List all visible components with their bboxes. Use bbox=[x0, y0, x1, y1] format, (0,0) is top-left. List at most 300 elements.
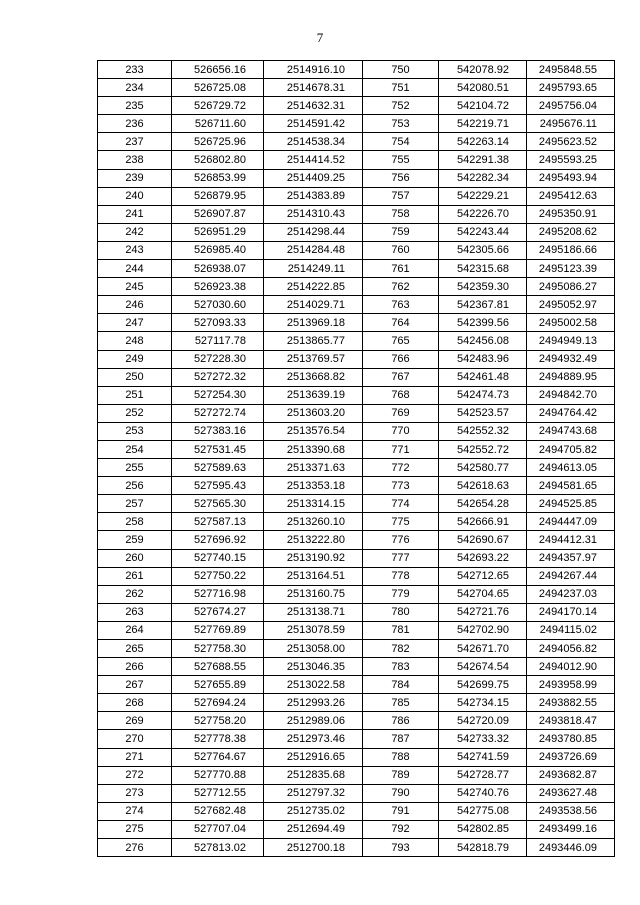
left-x-coordinate-cell: 526725.96 bbox=[172, 133, 264, 151]
left-x-coordinate-cell: 527770.88 bbox=[172, 766, 264, 784]
left-x-coordinate-cell: 527589.63 bbox=[172, 459, 264, 477]
left-point-number-cell: 267 bbox=[98, 676, 172, 694]
right-point-number-cell: 760 bbox=[363, 241, 439, 259]
left-point-number-cell: 240 bbox=[98, 187, 172, 205]
table-row bbox=[98, 513, 615, 531]
left-x-coordinate-cell: 527228.30 bbox=[172, 350, 264, 368]
right-point-number-cell: 768 bbox=[363, 386, 439, 404]
right-point-number-cell: 753 bbox=[363, 115, 439, 133]
right-y-coordinate-cell: 2493958.99 bbox=[527, 676, 615, 694]
right-x-coordinate-cell: 542580.77 bbox=[439, 459, 527, 477]
left-point-number-cell: 241 bbox=[98, 205, 172, 223]
left-point-number-cell: 276 bbox=[98, 839, 172, 857]
right-y-coordinate-cell: 2493446.09 bbox=[527, 839, 615, 857]
right-y-coordinate-cell: 2493538.56 bbox=[527, 802, 615, 820]
right-x-coordinate-cell: 542654.28 bbox=[439, 495, 527, 513]
table-row bbox=[98, 549, 615, 567]
left-y-coordinate-cell: 2513314.15 bbox=[264, 495, 363, 513]
right-point-number-cell: 788 bbox=[363, 748, 439, 766]
right-point-number-cell: 750 bbox=[363, 61, 439, 79]
right-y-coordinate-cell: 2495623.52 bbox=[527, 133, 615, 151]
right-x-coordinate-cell: 542699.75 bbox=[439, 676, 527, 694]
left-y-coordinate-cell: 2513603.20 bbox=[264, 404, 363, 422]
left-x-coordinate-cell: 527740.15 bbox=[172, 549, 264, 567]
left-point-number-cell: 255 bbox=[98, 459, 172, 477]
right-point-number-cell: 762 bbox=[363, 278, 439, 296]
right-x-coordinate-cell: 542671.70 bbox=[439, 640, 527, 658]
right-point-number-cell: 769 bbox=[363, 404, 439, 422]
left-y-coordinate-cell: 2512973.46 bbox=[264, 730, 363, 748]
right-y-coordinate-cell: 2494412.31 bbox=[527, 531, 615, 549]
right-y-coordinate-cell: 2495123.39 bbox=[527, 260, 615, 278]
right-x-coordinate-cell: 542104.72 bbox=[439, 97, 527, 115]
left-x-coordinate-cell: 527758.30 bbox=[172, 640, 264, 658]
right-x-coordinate-cell: 542226.70 bbox=[439, 205, 527, 223]
right-point-number-cell: 784 bbox=[363, 676, 439, 694]
table-row bbox=[98, 205, 615, 223]
right-x-coordinate-cell: 542359.30 bbox=[439, 278, 527, 296]
left-x-coordinate-cell: 527707.04 bbox=[172, 820, 264, 838]
left-y-coordinate-cell: 2514284.48 bbox=[264, 241, 363, 259]
left-y-coordinate-cell: 2514249.11 bbox=[264, 260, 363, 278]
left-point-number-cell: 249 bbox=[98, 350, 172, 368]
left-point-number-cell: 258 bbox=[98, 513, 172, 531]
left-point-number-cell: 257 bbox=[98, 495, 172, 513]
left-y-coordinate-cell: 2512735.02 bbox=[264, 802, 363, 820]
left-x-coordinate-cell: 527813.02 bbox=[172, 839, 264, 857]
right-x-coordinate-cell: 542741.59 bbox=[439, 748, 527, 766]
page-number: 7 bbox=[316, 30, 324, 45]
right-x-coordinate-cell: 542802.85 bbox=[439, 820, 527, 838]
left-x-coordinate-cell: 526907.87 bbox=[172, 205, 264, 223]
table-row bbox=[98, 278, 615, 296]
left-y-coordinate-cell: 2514591.42 bbox=[264, 115, 363, 133]
table-row bbox=[98, 260, 615, 278]
left-point-number-cell: 260 bbox=[98, 549, 172, 567]
table-row bbox=[98, 97, 615, 115]
right-y-coordinate-cell: 2493682.87 bbox=[527, 766, 615, 784]
right-x-coordinate-cell: 542456.08 bbox=[439, 332, 527, 350]
table-row bbox=[98, 658, 615, 676]
table-row bbox=[98, 187, 615, 205]
right-y-coordinate-cell: 2494581.65 bbox=[527, 477, 615, 495]
table-row bbox=[98, 694, 615, 712]
right-point-number-cell: 791 bbox=[363, 802, 439, 820]
right-y-coordinate-cell: 2494889.95 bbox=[527, 368, 615, 386]
left-x-coordinate-cell: 527778.38 bbox=[172, 730, 264, 748]
right-point-number-cell: 776 bbox=[363, 531, 439, 549]
table-row bbox=[98, 386, 615, 404]
right-x-coordinate-cell: 542219.71 bbox=[439, 115, 527, 133]
right-point-number-cell: 774 bbox=[363, 495, 439, 513]
left-x-coordinate-cell: 527750.22 bbox=[172, 567, 264, 585]
right-x-coordinate-cell: 542367.81 bbox=[439, 296, 527, 314]
right-point-number-cell: 751 bbox=[363, 79, 439, 97]
right-y-coordinate-cell: 2494267.44 bbox=[527, 567, 615, 585]
left-y-coordinate-cell: 2513969.18 bbox=[264, 314, 363, 332]
right-point-number-cell: 772 bbox=[363, 459, 439, 477]
right-x-coordinate-cell: 542483.96 bbox=[439, 350, 527, 368]
coordinates-table-body bbox=[98, 61, 615, 857]
left-y-coordinate-cell: 2514409.25 bbox=[264, 169, 363, 187]
right-y-coordinate-cell: 2494357.97 bbox=[527, 549, 615, 567]
left-point-number-cell: 274 bbox=[98, 802, 172, 820]
table-row bbox=[98, 839, 615, 857]
right-y-coordinate-cell: 2495793.65 bbox=[527, 79, 615, 97]
right-y-coordinate-cell: 2494613.05 bbox=[527, 459, 615, 477]
right-y-coordinate-cell: 2494525.85 bbox=[527, 495, 615, 513]
right-x-coordinate-cell: 542690.67 bbox=[439, 531, 527, 549]
right-point-number-cell: 782 bbox=[363, 640, 439, 658]
left-y-coordinate-cell: 2514383.89 bbox=[264, 187, 363, 205]
right-x-coordinate-cell: 542315.68 bbox=[439, 260, 527, 278]
left-y-coordinate-cell: 2512700.18 bbox=[264, 839, 363, 857]
left-y-coordinate-cell: 2513138.71 bbox=[264, 603, 363, 621]
left-x-coordinate-cell: 526985.40 bbox=[172, 241, 264, 259]
left-y-coordinate-cell: 2513164.51 bbox=[264, 567, 363, 585]
left-x-coordinate-cell: 527383.16 bbox=[172, 422, 264, 440]
right-point-number-cell: 767 bbox=[363, 368, 439, 386]
right-y-coordinate-cell: 2494115.02 bbox=[527, 621, 615, 639]
table-row bbox=[98, 440, 615, 458]
left-point-number-cell: 245 bbox=[98, 278, 172, 296]
coordinates-table bbox=[97, 60, 615, 857]
right-point-number-cell: 759 bbox=[363, 223, 439, 241]
right-x-coordinate-cell: 542712.65 bbox=[439, 567, 527, 585]
right-x-coordinate-cell: 542399.56 bbox=[439, 314, 527, 332]
right-y-coordinate-cell: 2494842.70 bbox=[527, 386, 615, 404]
left-x-coordinate-cell: 527093.33 bbox=[172, 314, 264, 332]
table-row bbox=[98, 296, 615, 314]
right-y-coordinate-cell: 2495756.04 bbox=[527, 97, 615, 115]
right-x-coordinate-cell: 542078.92 bbox=[439, 61, 527, 79]
left-y-coordinate-cell: 2514538.34 bbox=[264, 133, 363, 151]
left-point-number-cell: 244 bbox=[98, 260, 172, 278]
left-x-coordinate-cell: 527655.89 bbox=[172, 676, 264, 694]
right-x-coordinate-cell: 542734.15 bbox=[439, 694, 527, 712]
right-x-coordinate-cell: 542523.57 bbox=[439, 404, 527, 422]
left-y-coordinate-cell: 2514916.10 bbox=[264, 61, 363, 79]
right-x-coordinate-cell: 542474.73 bbox=[439, 386, 527, 404]
table-row bbox=[98, 115, 615, 133]
left-x-coordinate-cell: 527696.92 bbox=[172, 531, 264, 549]
table-row bbox=[98, 766, 615, 784]
left-point-number-cell: 248 bbox=[98, 332, 172, 350]
right-y-coordinate-cell: 2494237.03 bbox=[527, 585, 615, 603]
left-y-coordinate-cell: 2513058.00 bbox=[264, 640, 363, 658]
left-y-coordinate-cell: 2514632.31 bbox=[264, 97, 363, 115]
table-row bbox=[98, 730, 615, 748]
right-y-coordinate-cell: 2493882.55 bbox=[527, 694, 615, 712]
right-x-coordinate-cell: 542818.79 bbox=[439, 839, 527, 857]
left-y-coordinate-cell: 2513668.82 bbox=[264, 368, 363, 386]
right-point-number-cell: 765 bbox=[363, 332, 439, 350]
left-x-coordinate-cell: 526951.29 bbox=[172, 223, 264, 241]
left-y-coordinate-cell: 2513160.75 bbox=[264, 585, 363, 603]
left-point-number-cell: 243 bbox=[98, 241, 172, 259]
left-y-coordinate-cell: 2514678.31 bbox=[264, 79, 363, 97]
table-row bbox=[98, 531, 615, 549]
right-x-coordinate-cell: 542263.14 bbox=[439, 133, 527, 151]
right-point-number-cell: 766 bbox=[363, 350, 439, 368]
left-x-coordinate-cell: 527565.30 bbox=[172, 495, 264, 513]
left-point-number-cell: 263 bbox=[98, 603, 172, 621]
right-point-number-cell: 780 bbox=[363, 603, 439, 621]
table-row bbox=[98, 567, 615, 585]
table-row bbox=[98, 223, 615, 241]
right-point-number-cell: 773 bbox=[363, 477, 439, 495]
right-y-coordinate-cell: 2494705.82 bbox=[527, 440, 615, 458]
left-x-coordinate-cell: 527694.24 bbox=[172, 694, 264, 712]
right-x-coordinate-cell: 542666.91 bbox=[439, 513, 527, 531]
left-y-coordinate-cell: 2513371.63 bbox=[264, 459, 363, 477]
right-y-coordinate-cell: 2493627.48 bbox=[527, 784, 615, 802]
right-point-number-cell: 792 bbox=[363, 820, 439, 838]
right-x-coordinate-cell: 542243.44 bbox=[439, 223, 527, 241]
left-x-coordinate-cell: 527272.32 bbox=[172, 368, 264, 386]
left-x-coordinate-cell: 527587.13 bbox=[172, 513, 264, 531]
left-y-coordinate-cell: 2513046.35 bbox=[264, 658, 363, 676]
left-x-coordinate-cell: 526725.08 bbox=[172, 79, 264, 97]
left-y-coordinate-cell: 2513353.18 bbox=[264, 477, 363, 495]
table-row bbox=[98, 459, 615, 477]
left-y-coordinate-cell: 2512993.26 bbox=[264, 694, 363, 712]
left-x-coordinate-cell: 527758.20 bbox=[172, 712, 264, 730]
table-row bbox=[98, 314, 615, 332]
left-point-number-cell: 242 bbox=[98, 223, 172, 241]
right-y-coordinate-cell: 2493726.69 bbox=[527, 748, 615, 766]
left-point-number-cell: 265 bbox=[98, 640, 172, 658]
right-point-number-cell: 754 bbox=[363, 133, 439, 151]
table-row bbox=[98, 495, 615, 513]
right-y-coordinate-cell: 2493818.47 bbox=[527, 712, 615, 730]
table-row bbox=[98, 585, 615, 603]
left-y-coordinate-cell: 2514029.71 bbox=[264, 296, 363, 314]
left-point-number-cell: 251 bbox=[98, 386, 172, 404]
table-row bbox=[98, 621, 615, 639]
right-y-coordinate-cell: 2495493.94 bbox=[527, 169, 615, 187]
left-x-coordinate-cell: 526656.16 bbox=[172, 61, 264, 79]
left-point-number-cell: 253 bbox=[98, 422, 172, 440]
right-y-coordinate-cell: 2494012.90 bbox=[527, 658, 615, 676]
left-point-number-cell: 272 bbox=[98, 766, 172, 784]
right-y-coordinate-cell: 2493780.85 bbox=[527, 730, 615, 748]
right-x-coordinate-cell: 542775.08 bbox=[439, 802, 527, 820]
left-y-coordinate-cell: 2513576.54 bbox=[264, 422, 363, 440]
right-point-number-cell: 764 bbox=[363, 314, 439, 332]
right-point-number-cell: 757 bbox=[363, 187, 439, 205]
right-y-coordinate-cell: 2494447.09 bbox=[527, 513, 615, 531]
right-point-number-cell: 778 bbox=[363, 567, 439, 585]
right-x-coordinate-cell: 542702.90 bbox=[439, 621, 527, 639]
right-point-number-cell: 785 bbox=[363, 694, 439, 712]
left-point-number-cell: 250 bbox=[98, 368, 172, 386]
right-x-coordinate-cell: 542229.21 bbox=[439, 187, 527, 205]
right-point-number-cell: 775 bbox=[363, 513, 439, 531]
left-y-coordinate-cell: 2513865.77 bbox=[264, 332, 363, 350]
right-x-coordinate-cell: 542282.34 bbox=[439, 169, 527, 187]
left-y-coordinate-cell: 2513078.59 bbox=[264, 621, 363, 639]
right-y-coordinate-cell: 2495086.27 bbox=[527, 278, 615, 296]
table-row bbox=[98, 61, 615, 79]
right-point-number-cell: 761 bbox=[363, 260, 439, 278]
right-y-coordinate-cell: 2495052.97 bbox=[527, 296, 615, 314]
table-row bbox=[98, 603, 615, 621]
table-row bbox=[98, 404, 615, 422]
right-y-coordinate-cell: 2495412.63 bbox=[527, 187, 615, 205]
table-row bbox=[98, 712, 615, 730]
left-x-coordinate-cell: 526923.38 bbox=[172, 278, 264, 296]
left-y-coordinate-cell: 2512916.65 bbox=[264, 748, 363, 766]
left-x-coordinate-cell: 526853.99 bbox=[172, 169, 264, 187]
right-point-number-cell: 752 bbox=[363, 97, 439, 115]
left-x-coordinate-cell: 527688.55 bbox=[172, 658, 264, 676]
right-y-coordinate-cell: 2495208.62 bbox=[527, 223, 615, 241]
left-x-coordinate-cell: 527769.89 bbox=[172, 621, 264, 639]
table-row bbox=[98, 820, 615, 838]
left-x-coordinate-cell: 527682.48 bbox=[172, 802, 264, 820]
table-row bbox=[98, 133, 615, 151]
table-row bbox=[98, 802, 615, 820]
table-row bbox=[98, 79, 615, 97]
left-y-coordinate-cell: 2512835.68 bbox=[264, 766, 363, 784]
table-row bbox=[98, 784, 615, 802]
left-point-number-cell: 259 bbox=[98, 531, 172, 549]
right-x-coordinate-cell: 542305.66 bbox=[439, 241, 527, 259]
right-x-coordinate-cell: 542461.48 bbox=[439, 368, 527, 386]
right-y-coordinate-cell: 2494170.14 bbox=[527, 603, 615, 621]
left-point-number-cell: 261 bbox=[98, 567, 172, 585]
right-x-coordinate-cell: 542552.32 bbox=[439, 422, 527, 440]
right-y-coordinate-cell: 2495002.58 bbox=[527, 314, 615, 332]
right-point-number-cell: 786 bbox=[363, 712, 439, 730]
right-point-number-cell: 781 bbox=[363, 621, 439, 639]
right-point-number-cell: 770 bbox=[363, 422, 439, 440]
right-y-coordinate-cell: 2494932.49 bbox=[527, 350, 615, 368]
left-x-coordinate-cell: 526802.80 bbox=[172, 151, 264, 169]
left-y-coordinate-cell: 2514222.85 bbox=[264, 278, 363, 296]
left-point-number-cell: 271 bbox=[98, 748, 172, 766]
right-y-coordinate-cell: 2494764.42 bbox=[527, 404, 615, 422]
right-x-coordinate-cell: 542728.77 bbox=[439, 766, 527, 784]
left-point-number-cell: 273 bbox=[98, 784, 172, 802]
table-row bbox=[98, 477, 615, 495]
table-row bbox=[98, 368, 615, 386]
right-point-number-cell: 789 bbox=[363, 766, 439, 784]
right-point-number-cell: 763 bbox=[363, 296, 439, 314]
right-x-coordinate-cell: 542080.51 bbox=[439, 79, 527, 97]
right-y-coordinate-cell: 2494743.68 bbox=[527, 422, 615, 440]
right-y-coordinate-cell: 2495848.55 bbox=[527, 61, 615, 79]
left-x-coordinate-cell: 527595.43 bbox=[172, 477, 264, 495]
left-point-number-cell: 254 bbox=[98, 440, 172, 458]
left-x-coordinate-cell: 527764.67 bbox=[172, 748, 264, 766]
left-y-coordinate-cell: 2512989.06 bbox=[264, 712, 363, 730]
left-point-number-cell: 256 bbox=[98, 477, 172, 495]
left-point-number-cell: 252 bbox=[98, 404, 172, 422]
right-point-number-cell: 783 bbox=[363, 658, 439, 676]
left-x-coordinate-cell: 527030.60 bbox=[172, 296, 264, 314]
right-x-coordinate-cell: 542693.22 bbox=[439, 549, 527, 567]
left-x-coordinate-cell: 526938.07 bbox=[172, 260, 264, 278]
right-point-number-cell: 790 bbox=[363, 784, 439, 802]
left-point-number-cell: 269 bbox=[98, 712, 172, 730]
right-x-coordinate-cell: 542704.65 bbox=[439, 585, 527, 603]
left-point-number-cell: 270 bbox=[98, 730, 172, 748]
left-point-number-cell: 233 bbox=[98, 61, 172, 79]
table-row bbox=[98, 640, 615, 658]
right-y-coordinate-cell: 2495593.25 bbox=[527, 151, 615, 169]
left-x-coordinate-cell: 527716.98 bbox=[172, 585, 264, 603]
table-row bbox=[98, 748, 615, 766]
left-point-number-cell: 235 bbox=[98, 97, 172, 115]
left-point-number-cell: 239 bbox=[98, 169, 172, 187]
right-point-number-cell: 771 bbox=[363, 440, 439, 458]
left-x-coordinate-cell: 527272.74 bbox=[172, 404, 264, 422]
right-x-coordinate-cell: 542720.09 bbox=[439, 712, 527, 730]
left-x-coordinate-cell: 527674.27 bbox=[172, 603, 264, 621]
left-x-coordinate-cell: 527531.45 bbox=[172, 440, 264, 458]
left-x-coordinate-cell: 526879.95 bbox=[172, 187, 264, 205]
left-y-coordinate-cell: 2513639.19 bbox=[264, 386, 363, 404]
table-row bbox=[98, 422, 615, 440]
table-row bbox=[98, 350, 615, 368]
right-point-number-cell: 777 bbox=[363, 549, 439, 567]
left-y-coordinate-cell: 2513022.58 bbox=[264, 676, 363, 694]
right-y-coordinate-cell: 2495186.66 bbox=[527, 241, 615, 259]
right-point-number-cell: 793 bbox=[363, 839, 439, 857]
left-y-coordinate-cell: 2513222.80 bbox=[264, 531, 363, 549]
right-x-coordinate-cell: 542552.72 bbox=[439, 440, 527, 458]
right-x-coordinate-cell: 542740.76 bbox=[439, 784, 527, 802]
left-point-number-cell: 262 bbox=[98, 585, 172, 603]
right-x-coordinate-cell: 542618.63 bbox=[439, 477, 527, 495]
left-y-coordinate-cell: 2512797.32 bbox=[264, 784, 363, 802]
left-point-number-cell: 264 bbox=[98, 621, 172, 639]
left-y-coordinate-cell: 2514310.43 bbox=[264, 205, 363, 223]
left-point-number-cell: 246 bbox=[98, 296, 172, 314]
left-x-coordinate-cell: 527117.78 bbox=[172, 332, 264, 350]
right-y-coordinate-cell: 2495676.11 bbox=[527, 115, 615, 133]
left-point-number-cell: 234 bbox=[98, 79, 172, 97]
table-row bbox=[98, 332, 615, 350]
right-x-coordinate-cell: 542291.38 bbox=[439, 151, 527, 169]
left-point-number-cell: 236 bbox=[98, 115, 172, 133]
table-row bbox=[98, 241, 615, 259]
left-y-coordinate-cell: 2512694.49 bbox=[264, 820, 363, 838]
right-point-number-cell: 779 bbox=[363, 585, 439, 603]
right-point-number-cell: 755 bbox=[363, 151, 439, 169]
left-point-number-cell: 238 bbox=[98, 151, 172, 169]
right-x-coordinate-cell: 542674.54 bbox=[439, 658, 527, 676]
left-y-coordinate-cell: 2513390.68 bbox=[264, 440, 363, 458]
right-y-coordinate-cell: 2493499.16 bbox=[527, 820, 615, 838]
left-y-coordinate-cell: 2513260.10 bbox=[264, 513, 363, 531]
left-y-coordinate-cell: 2513769.57 bbox=[264, 350, 363, 368]
left-point-number-cell: 268 bbox=[98, 694, 172, 712]
left-y-coordinate-cell: 2513190.92 bbox=[264, 549, 363, 567]
left-point-number-cell: 275 bbox=[98, 820, 172, 838]
right-y-coordinate-cell: 2494056.82 bbox=[527, 640, 615, 658]
table-row bbox=[98, 151, 615, 169]
table-row bbox=[98, 676, 615, 694]
left-x-coordinate-cell: 527712.55 bbox=[172, 784, 264, 802]
left-x-coordinate-cell: 527254.30 bbox=[172, 386, 264, 404]
right-x-coordinate-cell: 542721.76 bbox=[439, 603, 527, 621]
left-y-coordinate-cell: 2514298.44 bbox=[264, 223, 363, 241]
left-point-number-cell: 237 bbox=[98, 133, 172, 151]
right-x-coordinate-cell: 542733.32 bbox=[439, 730, 527, 748]
